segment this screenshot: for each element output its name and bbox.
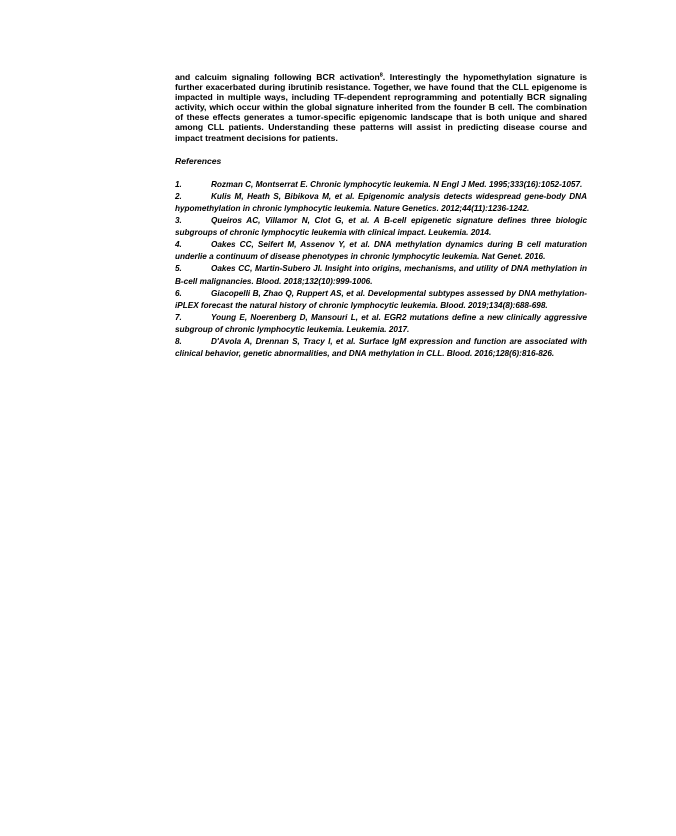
reference-number: 5. xyxy=(175,264,182,274)
reference-text: Rozman C, Montserrat E. Chronic lymphocytic leukemia. N Engl J Med. 1995;333(16):1052-1057. xyxy=(211,179,583,189)
reference-list xyxy=(175,179,587,360)
reference-item-2 xyxy=(175,191,587,215)
reference-number: 7. xyxy=(175,312,182,322)
reference-item-4 xyxy=(175,239,587,263)
reference-item-5 xyxy=(175,263,587,287)
reference-number: 8. xyxy=(175,336,182,346)
body-text-start: and calcuim signaling following BCR activation xyxy=(175,72,380,82)
reference-text: Oakes CC, Martin-Subero JI. Insight into origins, mechanisms, and utility of DNA methylation in B-cell malignancies. Blood. 2018;132(10):999-1006. xyxy=(175,264,587,286)
reference-item-6 xyxy=(175,288,587,312)
reference-text: Oakes CC, Seifert M, Assenov Y, et al. DNA methylation dynamics during B cell maturation underlie a continuum of disease phenotypes in chronic lymphocytic leukemia. Nat Genet. 2016. xyxy=(175,240,587,262)
reference-number: 3. xyxy=(175,216,182,226)
body-paragraph xyxy=(175,72,587,143)
document-page xyxy=(175,72,587,360)
reference-item-8 xyxy=(175,336,587,360)
reference-text: Queiros AC, Villamor N, Clot G, et al. A B-cell epigenetic signature defines three biologic subgroups of chronic lymphocytic leukemia with clinical impact. Leukemia. 2014. xyxy=(175,216,587,238)
reference-text: Kulis M, Heath S, Bibikova M, et al. Epigenomic analysis detects widespread gene-body DNA hypomethylation in chronic lymphocytic leukemia. Nature Genetics. 2012;44(11):1236-1242. xyxy=(175,191,587,213)
citation-superscript: 8 xyxy=(379,72,383,79)
references-heading: References xyxy=(175,155,222,166)
body-text-rest: . Interestingly the hypomethylation signature is further exacerbated during ibrutinib resistance. Together, we have found that the CLL epigenome is impacted in multiple ways, including TF-dependent reprogramming and potentially BCR signaling activity, which occur within the global signature inherited from the founder B cell. The combination of these effects generates a tumor-specific epigenomic landscape that is both unique and shared among CLL patients. Understanding these patterns will assist in predicting disease course and impact treatment decisions for patients. xyxy=(175,72,587,143)
reference-number: 2. xyxy=(175,191,182,201)
reference-number: 1. xyxy=(175,179,182,189)
reference-text: Giacopelli B, Zhao Q, Ruppert AS, et al. Developmental subtypes assessed by DNA methylation-iPLEX forecast the natural history of chronic lymphocytic leukemia. Blood. 2019;134(8):688-698. xyxy=(175,288,587,310)
reference-item-3 xyxy=(175,215,587,239)
reference-item-1 xyxy=(175,179,587,191)
reference-text: D'Avola A, Drennan S, Tracy I, et al. Surface IgM expression and function are associated with clinical behavior, genetic abnormalities, and DNA methylation in CLL. Blood. 2016;128(6):816-826. xyxy=(175,336,587,359)
reference-number: 6. xyxy=(175,288,182,298)
reference-item-7 xyxy=(175,312,587,336)
reference-number: 4. xyxy=(175,240,182,250)
reference-text: Young E, Noerenberg D, Mansouri L, et al. EGR2 mutations define a new clinically aggressive subgroup of chronic lymphocytic leukemia. Leukemia. 2017. xyxy=(175,312,587,334)
